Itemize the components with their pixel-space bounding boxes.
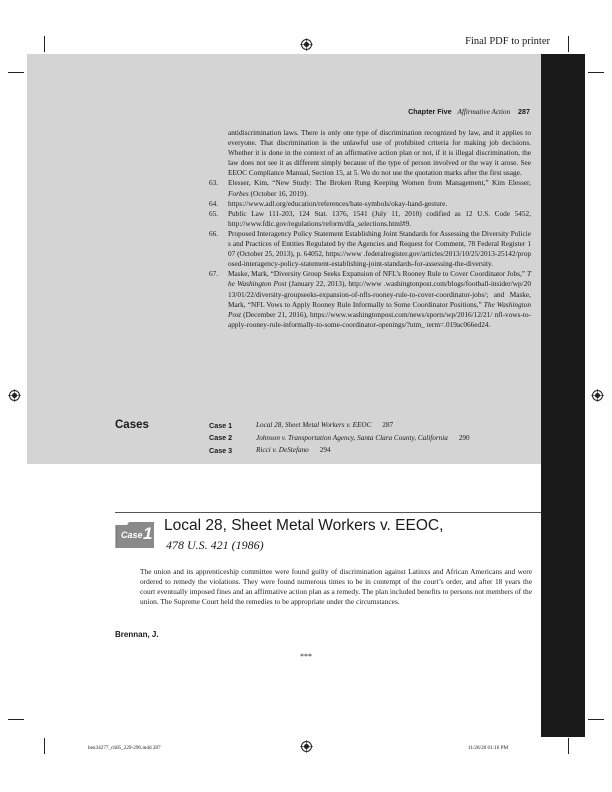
crop-mark: [44, 36, 45, 52]
crop-mark: [588, 72, 604, 73]
note-item: 66. Proposed Interagency Policy Statement Establishing Joint Standards for Assessing the Diversity Policies and Practices of Entities Regulated by the Agencies and Request for Comment, 78 Federal Register 107 (October 25, 2013), p. 64052, https://www .federalregister.gov/articles/2013/10/25/2013-25142/proposed-interagency-policy-statement-establishing-joint-standards-for-assessing-the-diversity.: [209, 228, 531, 269]
case-badge: [115, 522, 155, 548]
endnotes: [209, 128, 531, 330]
registration-mark-icon: [8, 389, 21, 402]
case-summary: The union and its apprenticeship committee were found guilty of discrimination against Latinxs and African Americans and were ordered to remedy the violations. They were found numerous times to be in contempt of the court’s order, and after 18 years the court eventually imposed fines and an affirmative action plan as a remedy. The plan included benefits to persons not members of the union. The Supreme Court held the remedies to be appropriate under the circumstances.: [140, 567, 532, 607]
case-citation: 478 U.S. 421 (1986): [166, 538, 264, 552]
footer-file: ben34277_ch05_229-296.indd 287: [88, 745, 161, 751]
case-entry: Case 1 Local 28, Sheet Metal Workers v. EEOC 287: [209, 420, 394, 430]
case-badge-number: 1: [143, 524, 153, 543]
crop-mark: [588, 719, 604, 720]
crop-mark: [568, 36, 569, 52]
chapter-name: Chapter Five: [408, 107, 452, 116]
crop-mark: [44, 738, 45, 754]
registration-mark-icon: [300, 38, 313, 51]
section-separator: ***: [300, 652, 312, 661]
section-rule: [115, 512, 541, 513]
registration-mark-icon: [591, 389, 604, 402]
case-badge-word: Case: [121, 530, 143, 540]
note-item: 64. https://www.adl.org/education/references/hate-symbols/okay-hand-gesture.: [209, 198, 448, 208]
crop-mark: [568, 738, 569, 754]
cases-list: [209, 419, 470, 457]
printer-label: Final PDF to printer: [465, 36, 550, 47]
crop-mark: [8, 719, 24, 720]
cases-heading: Cases: [115, 419, 149, 431]
running-head: [300, 107, 530, 116]
chapter-tab-bar: [541, 54, 585, 737]
note-item: 65. Public Law 111-203, 124 Stat. 1376, 1541 (July 11, 2010) codified as 12 U.S. Code 5452, http://www.fdic.gov/regulations/reform/dfa_selections.html#9.: [209, 208, 531, 228]
case-title: Local 28, Sheet Metal Workers v. EEOC,: [164, 517, 444, 534]
section-name: Affirmative Action: [457, 108, 511, 116]
opinion-author: Brennan, J.: [115, 630, 159, 639]
page-number: 287: [518, 107, 530, 116]
case-entry: Case 3 Ricci v. DeStefano 294: [209, 445, 331, 455]
registration-mark-icon: [300, 740, 313, 753]
footer-timestamp: 11/28/20 01:16 PM: [468, 745, 509, 751]
note-item: 63. Elesser, Kim, “New Study: The Broken Rung Keeping Women from Management,” Kim Elesser, Forbes (October 16, 2019).: [209, 178, 531, 198]
crop-mark: [8, 72, 24, 73]
note-item: 67. Maske, Mark, “Diversity Group Seeks Expansion of NFL’s Rooney Rule to Cover Coordinator Jobs,” The Washington Post (January 22, 2013), http://www .washingtonpost.com/blogs/football-insider/wp/2013/01/22/diversity-groupseeks-expansion-of-nfls-rooney-rule-to-cover-coordinator-jobs/; and Maske, Mark, “NFL Vows to Apply Rooney Rule Informally to Some Coordinator Positions,” The Washington Post (December 21, 2016), https://www.washingtonpost.com/news/sports/wp/2016/12/21/ nfl-vows-to-apply-rooney-rule-informally-to-some-coordinator-openings/?utm_ term=.019ac066ed24.: [209, 269, 532, 329]
note-continuation: antidiscrimination laws. There is only one type of discrimination recognized by law, and it applies to everyone. That discrimination is the unlawful use of prohibited criteria for making job decisions. Whether it is done in the context of an affirmative action plan or not, if it is illegal discrimination, the law does not see it as different simply because of the type of person involved or the way it arose. See EEOC Compliance Manual, Section 15, at 5. We do not use the quotation marks after the first usage.: [228, 128, 531, 178]
case-entry: Case 2 Johnson v. Transportation Agency, Santa Clara County, California 290: [209, 433, 470, 443]
